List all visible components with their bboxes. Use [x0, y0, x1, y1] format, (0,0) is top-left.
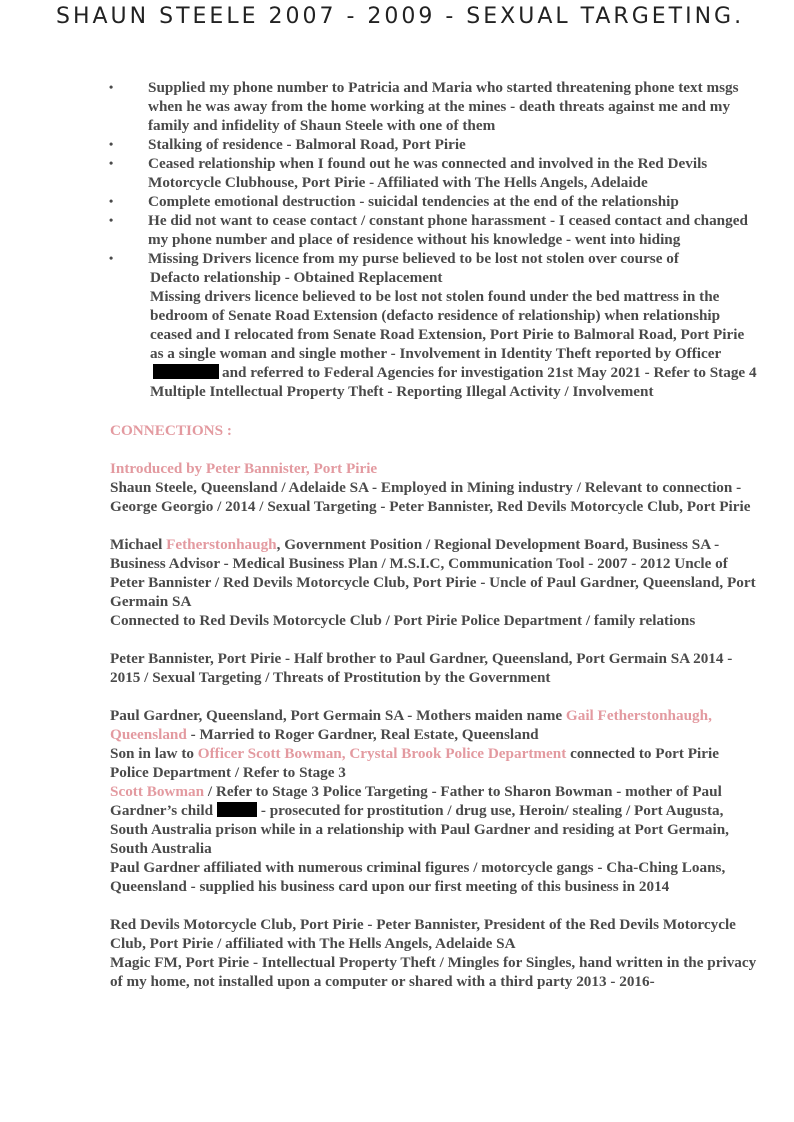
paul-affiliated: Paul Gardner affiliated with numerous criminal figures / motorcycle gangs - Cha-Ching Loans, Queensland - supplied his business card upon our first meeting of this business in 2014	[110, 859, 726, 895]
peter-paragraph: Peter Bannister, Port Pirie - Half brother to Paul Gardner, Queensland, Port Germain SA 2014 - 2015 / Sexual Targeting / Threats of Prostitution by the Government	[110, 650, 733, 686]
redaction-block	[153, 364, 219, 379]
bullet-list	[110, 78, 760, 268]
bullet-icon: •	[109, 156, 114, 170]
handwritten-header: SHAUN STEELE 2007 - 2009 - SEXUAL TARGETING.	[56, 4, 745, 29]
list-item: • Supplied my phone number to Patricia and Maria who started threatening phone text msgs when he was away from the home working at the mines - death threats against me and my family and infidelity of Shaun Steele with one of them	[109, 79, 739, 134]
bullet-continuation-identity-theft: Missing drivers licence believed to be lost not stolen found under the bed mattress in the bedroom of Senate Road Extension (defacto residence of relationship) when relationship ceased and I relocated from Senate Road Extension, Port Pirie to Balmoral Road, Port Pirie as a single woman and single mother - Involvement in Identity Theft reported by Officerand referred to Federal Agencies for investigation 21st May 2021 - Refer to Stage 4 Multiple Intellectual Property Theft - Reporting Illegal Activity / Involvement	[150, 288, 757, 400]
bullet-continuation: Defacto relationship - Obtained Replacement	[150, 269, 443, 286]
bullet-icon: •	[109, 194, 114, 208]
shaun-steele-paragraph: Shaun Steele, Queensland / Adelaide SA - Employed in Mining industry / Relevant to connection - George Georgio / 2014 / Sexual Targeting - Peter Bannister, Red Devils Motorcycle Club, Port Pirie	[110, 479, 751, 515]
red-devils-paragraph: Red Devils Motorcycle Club, Port Pirie - Peter Bannister, President of the Red Devils Motorcycle Club, Port Pirie / affiliated with The Hells Angels, Adelaide SA	[110, 916, 736, 952]
introduced-by: Introduced by Peter Bannister, Port Pirie	[110, 460, 378, 477]
paul-son-in-law: Son in law to Officer Scott Bowman, Crystal Brook Police Department connected to Port Pirie Police Department / Refer to Stage 3	[110, 745, 719, 781]
list-item: • Missing Drivers licence from my purse believed to be lost not stolen over course of	[109, 250, 679, 267]
redaction-block	[217, 802, 257, 817]
bullet-icon: •	[109, 137, 114, 151]
connections-heading: CONNECTIONS :	[110, 422, 232, 439]
document-body	[110, 78, 760, 991]
michael-paragraph: Michael Fetherstonhaugh, Government Position / Regional Development Board, Business SA - Business Advisor - Medical Business Plan / M.S.I.C, Communication Tool - 2007 - 2012 Uncle of Peter Bannister / Red Devils Motorcycle Club, Port Pirie - Uncle of Paul Gardner, Queensland, Port Germain SA	[110, 536, 756, 610]
list-item: • He did not want to cease contact / constant phone harassment - I ceased contact and changed my phone number and place of residence without his knowledge - went into hiding	[109, 212, 748, 248]
magic-fm-paragraph: Magic FM, Port Pirie - Intellectual Property Theft / Mingles for Singles, hand written in the privacy of my home, not installed upon a computer or shared with a third party 2013 - 2016-	[110, 954, 757, 990]
bullet-icon: •	[109, 251, 114, 265]
list-item: • Ceased relationship when I found out he was connected and involved in the Red Devils Motorcycle Clubhouse, Port Pirie - Affiliated with The Hells Angels, Adelaide	[109, 155, 708, 191]
bullet-icon: •	[109, 213, 114, 227]
list-item: • Stalking of residence - Balmoral Road, Port Pirie	[109, 136, 466, 153]
paul-paragraph: Paul Gardner, Queensland, Port Germain SA - Mothers maiden name Gail Fetherstonhaugh, Queensland - Married to Roger Gardner, Real Estate, Queensland	[110, 707, 712, 743]
bullet-icon: •	[109, 80, 114, 94]
michael-connected: Connected to Red Devils Motorcycle Club / Port Pirie Police Department / family relations	[110, 612, 696, 629]
scott-bowman-paragraph: Scott Bowman / Refer to Stage 3 Police Targeting - Father to Sharon Bowman - mother of Paul Gardner’s child - prosecuted for prostitution / drug use, Heroin/ stealing / Port Augusta, South Australia prison while in a relationship with Paul Gardner and residing at Port Germain, South Australia	[110, 783, 729, 857]
list-item: • Complete emotional destruction - suicidal tendencies at the end of the relationship	[109, 193, 679, 210]
